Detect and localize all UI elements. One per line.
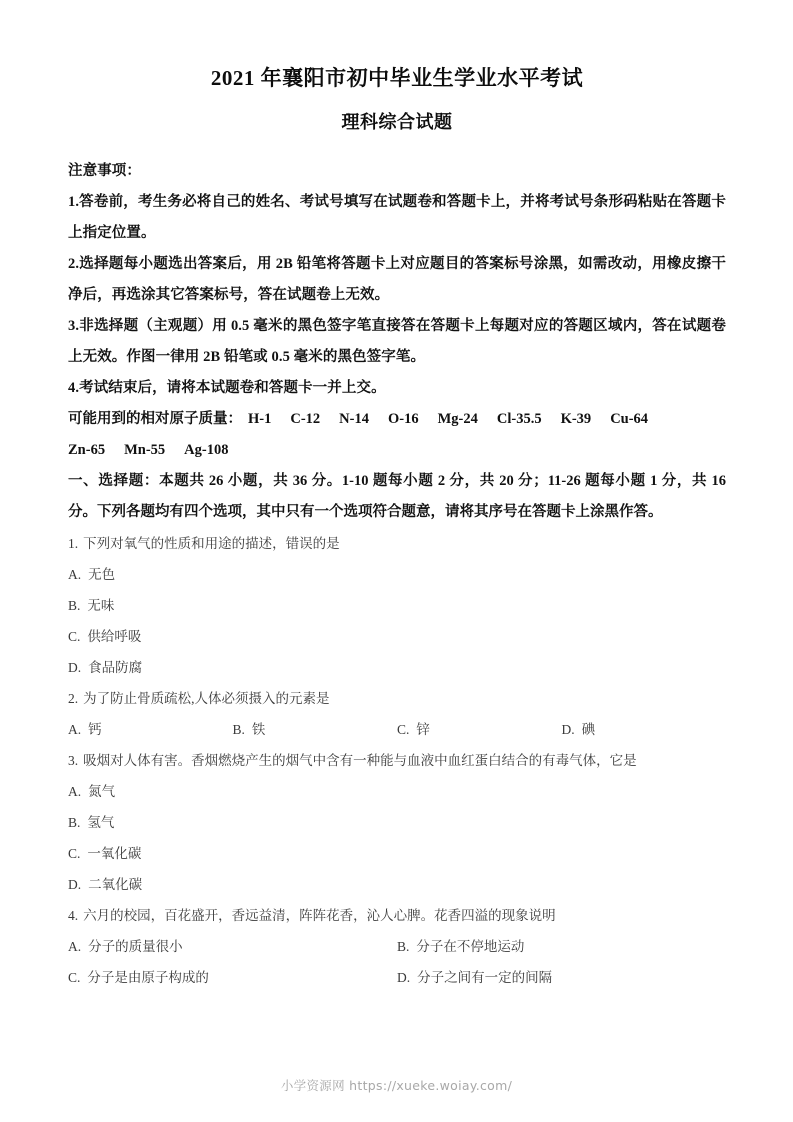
question-2-option-c-text: 锌 — [416, 721, 430, 737]
atomic-mass-line-1 — [68, 404, 726, 435]
atomic-mass-h: H-1 — [248, 410, 272, 427]
page-subtitle: 理科综合试题 — [341, 112, 453, 133]
atomic-mass-cu: Cu-64 — [610, 410, 649, 427]
question-3-options — [68, 776, 726, 900]
question-2-option-b-text: 铁 — [251, 721, 266, 737]
notice-item-1: 1.答卷前，考生务必将自己的姓名、考试号填写在试题卷和答题卡上，并将考试号条形码粘贴在答题卡上指定位置。 — [68, 193, 726, 241]
question-2-options — [68, 714, 726, 745]
question-3-option-row-c — [68, 838, 726, 869]
atomic-mass-o: O-16 — [387, 410, 419, 427]
question-3-stem — [68, 745, 726, 776]
question-4-option-c[interactable] — [68, 962, 397, 993]
question-1-option-a[interactable] — [68, 559, 726, 590]
question-4-options-row-2 — [68, 962, 726, 993]
question-3-option-b-letter: B. — [68, 814, 81, 830]
question-2-option-c-letter: C. — [397, 721, 410, 737]
question-1-option-c[interactable] — [68, 621, 726, 652]
question-3-option-a[interactable] — [68, 776, 726, 807]
question-2-stem — [68, 683, 726, 714]
question-4-number: 4. — [68, 907, 79, 923]
atomic-mass-k: K-39 — [560, 410, 592, 427]
question-3-option-c-letter: C. — [68, 845, 81, 861]
atomic-mass-label: 可能用到的相对原子质量： — [68, 410, 242, 427]
question-3-option-d-text: 二氧化碳 — [88, 876, 143, 892]
question-1-number: 1. — [68, 535, 79, 551]
question-4-text: 六月的校园，百花盛开，香远益清，阵阵花香，沁人心脾。花香四溢的现象说明 — [83, 907, 556, 923]
question-4-option-a-letter: A. — [68, 938, 82, 954]
document-content — [68, 0, 726, 993]
question-4-option-b[interactable] — [397, 931, 726, 962]
question-2-option-d-letter: D. — [561, 721, 575, 737]
question-4-option-a-text: 分子的质量很小 — [88, 938, 183, 954]
atomic-mass-n: N-14 — [339, 410, 369, 427]
question-1-option-d-letter: D. — [68, 659, 82, 675]
question-3-option-a-letter: A. — [68, 783, 82, 799]
question-1-option-c-text: 供给呼吸 — [87, 628, 142, 644]
question-1-option-a-text: 无色 — [88, 566, 116, 582]
question-3-option-c[interactable] — [68, 838, 726, 869]
question-1-option-b-text: 无味 — [87, 597, 115, 613]
question-4-options-row-1 — [68, 931, 726, 962]
question-1-options — [68, 559, 726, 683]
question-2-option-a-text: 钙 — [88, 721, 102, 737]
question-2-option-d-text: 碘 — [581, 721, 596, 737]
atomic-mass-zn: Zn-65 — [68, 441, 106, 458]
atomic-mass-ag: Ag-108 — [184, 441, 229, 458]
question-3 — [68, 745, 726, 900]
question-2-option-b-letter: B. — [232, 721, 245, 737]
question-1-option-row-a — [68, 559, 726, 590]
question-4-option-d-text: 分子之间有一定的间隔 — [417, 969, 553, 985]
question-1-option-b[interactable] — [68, 590, 726, 621]
notice-item-2: 2.选择题每小题选出答案后，用 2B 铅笔将答题卡上对应题目的答案标号涂黑，如需改动，用橡皮擦干净后，再选涂其它答案标号，答在试题卷上无效。 — [68, 255, 726, 303]
question-1-option-d[interactable] — [68, 652, 726, 683]
question-1-option-a-letter: A. — [68, 566, 82, 582]
question-4 — [68, 900, 726, 993]
atomic-mass-mg: Mg-24 — [437, 410, 478, 427]
question-2-option-b[interactable] — [233, 714, 398, 745]
question-4-option-d[interactable] — [397, 962, 726, 993]
question-3-option-d-letter: D. — [68, 876, 82, 892]
atomic-mass-line-2 — [68, 435, 726, 466]
question-2-text: 为了防止骨质疏松,人体必须摄入的元素是 — [83, 690, 330, 706]
question-3-option-b[interactable] — [68, 807, 726, 838]
question-1-stem — [68, 528, 726, 559]
notice-section — [68, 156, 726, 404]
question-1-option-row-d — [68, 652, 726, 683]
question-3-option-row-b — [68, 807, 726, 838]
question-2-option-c[interactable] — [397, 714, 562, 745]
notice-heading: 注意事项： — [68, 162, 141, 179]
question-3-option-c-text: 一氧化碳 — [87, 845, 142, 861]
question-3-text: 吸烟对人体有害。香烟燃烧产生的烟气中含有一种能与血液中血红蛋白结合的有毒气体，它是 — [83, 752, 637, 768]
atomic-mass-c: C-12 — [290, 410, 321, 427]
question-2-number: 2. — [68, 690, 79, 706]
question-1-option-d-text: 食品防腐 — [88, 659, 143, 675]
question-1 — [68, 528, 726, 683]
question-3-option-a-text: 氮气 — [88, 783, 116, 799]
question-4-stem — [68, 900, 726, 931]
question-4-option-d-letter: D. — [397, 969, 411, 985]
question-4-option-b-text: 分子在不停地运动 — [416, 938, 525, 954]
question-2-option-a-letter: A. — [68, 721, 82, 737]
question-4-option-a[interactable] — [68, 931, 397, 962]
atomic-mass-mn: Mn-55 — [124, 441, 166, 458]
question-1-option-row-b — [68, 590, 726, 621]
question-4-option-c-letter: C. — [68, 969, 81, 985]
question-4-option-b-letter: B. — [397, 938, 410, 954]
question-2-option-a[interactable] — [68, 714, 233, 745]
question-2 — [68, 683, 726, 745]
page-title: 2021 年襄阳市初中毕业生学业水平考试 — [210, 66, 584, 90]
notice-item-3: 3.非选择题（主观题）用 0.5 毫米的黑色签字笔直接答在答题卡上每题对应的答题区域内，答在试题卷上无效。作图一律用 2B 铅笔或 0.5 毫米的黑色签字笔。 — [68, 317, 726, 365]
footer-watermark: 小学资源网 https://xueke.woiay.com/ — [280, 1078, 513, 1093]
atomic-mass-cl: Cl-35.5 — [496, 410, 542, 427]
question-1-option-row-c — [68, 621, 726, 652]
question-3-number: 3. — [68, 752, 79, 768]
question-3-option-b-text: 氢气 — [87, 814, 115, 830]
question-3-option-row-d — [68, 869, 726, 900]
question-2-option-d[interactable] — [562, 714, 727, 745]
question-1-text: 下列对氧气的性质和用途的描述，错误的是 — [83, 535, 340, 551]
question-3-option-row-a — [68, 776, 726, 807]
notice-item-4: 4.考试结束后，请将本试题卷和答题卡一并上交。 — [68, 379, 386, 396]
section-heading-multiple-choice: 一、选择题：本题共 26 小题，共 36 分。1-10 题每小题 2 分，共 20 分；11-26 题每小题 1 分，共 16 分。下列各题均有四个选项，其中只有一个选项符合题意，请将其序号在答题卡上涂黑作答。 — [68, 472, 726, 520]
question-1-option-c-letter: C. — [68, 628, 81, 644]
question-4-option-c-text: 分子是由原子构成的 — [87, 969, 209, 985]
question-1-option-b-letter: B. — [68, 597, 81, 613]
question-3-option-d[interactable] — [68, 869, 726, 900]
